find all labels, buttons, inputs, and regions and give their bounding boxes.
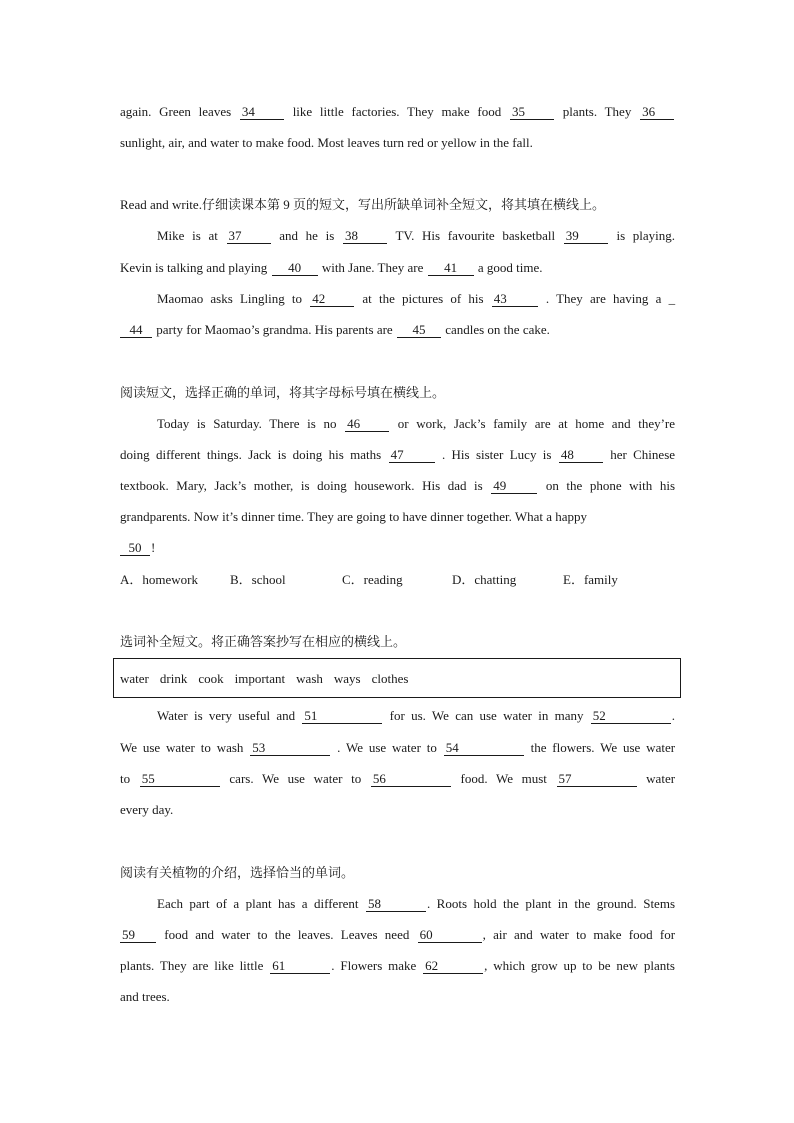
answer-blank-51[interactable]: 51 bbox=[302, 709, 382, 724]
text: the flowers. We use water bbox=[530, 740, 676, 755]
answer-blank-59[interactable]: 59 bbox=[120, 928, 156, 943]
text: , air and water to make food for bbox=[482, 927, 676, 942]
text: on the phone with his bbox=[545, 478, 676, 493]
text: doing different things. Jack is doing his maths bbox=[120, 447, 382, 462]
text: party for Maomao’s grandma. His parents are bbox=[156, 322, 393, 337]
answer-blank-57[interactable]: 57 bbox=[557, 772, 637, 787]
text: with Jane. They are bbox=[321, 260, 424, 275]
section-heading: 阅读有关植物的介绍，选择恰当的单词。 bbox=[120, 865, 355, 880]
answer-blank-36[interactable]: 36 bbox=[640, 105, 674, 120]
answer-blank-38[interactable]: 38 bbox=[343, 229, 387, 244]
section-heading: 阅读短文，选择正确的单词，将其字母标号填在横线上。 bbox=[120, 385, 446, 400]
text: We use water to wash bbox=[120, 740, 244, 755]
passage-line bbox=[157, 708, 675, 724]
word-bank-item: water bbox=[120, 671, 149, 686]
passage-line bbox=[120, 740, 675, 756]
text: again. Green leaves bbox=[120, 104, 232, 119]
text: to bbox=[120, 771, 131, 786]
text: water bbox=[646, 771, 676, 786]
passage-line bbox=[120, 104, 675, 120]
answer-blank-39[interactable]: 39 bbox=[564, 229, 608, 244]
answer-blank-43[interactable]: 43 bbox=[492, 292, 538, 307]
answer-blank-53[interactable]: 53 bbox=[250, 741, 330, 756]
answer-blank-60[interactable]: 60 bbox=[418, 928, 482, 943]
text: TV. His favourite basketball bbox=[395, 228, 556, 243]
text: _ bbox=[668, 291, 676, 306]
word-bank-item: ways bbox=[333, 671, 361, 686]
answer-blank-49[interactable]: 49 bbox=[491, 479, 537, 494]
text: Today is Saturday. There is no bbox=[157, 416, 337, 431]
answer-blank-52[interactable]: 52 bbox=[591, 709, 671, 724]
answer-blank-37[interactable]: 37 bbox=[227, 229, 271, 244]
text: Water is very useful and bbox=[157, 708, 296, 723]
text: food. We must bbox=[460, 771, 547, 786]
text: plants. They are like little bbox=[120, 958, 264, 973]
text: . They are having a bbox=[545, 291, 662, 306]
answer-blank-55[interactable]: 55 bbox=[140, 772, 220, 787]
answer-blank-62[interactable]: 62 bbox=[423, 959, 483, 974]
passage-line bbox=[120, 540, 675, 556]
passage-line: and trees. bbox=[120, 989, 170, 1004]
answer-blank-47[interactable]: 47 bbox=[389, 448, 435, 463]
passage-line bbox=[120, 260, 675, 276]
passage-line bbox=[157, 896, 675, 912]
word-bank-item: cook bbox=[198, 671, 224, 686]
option-c: C．reading bbox=[342, 572, 403, 587]
passage-line: grandparents. Now it’s dinner time. They are going to have dinner together. What a happy bbox=[120, 509, 588, 524]
passage-line bbox=[120, 478, 675, 494]
passage-line bbox=[120, 927, 675, 943]
answer-blank-50[interactable]: 50 bbox=[120, 541, 150, 556]
option-a: A．homework bbox=[120, 572, 198, 587]
text: Each part of a plant has a different bbox=[157, 896, 359, 911]
text: Maomao asks Lingling to bbox=[157, 291, 303, 306]
word-bank-box bbox=[113, 658, 681, 698]
text: or work, Jack’s family are at home and they’re bbox=[397, 416, 676, 431]
answer-blank-54[interactable]: 54 bbox=[444, 741, 524, 756]
answer-blank-45[interactable]: 45 bbox=[397, 323, 441, 338]
word-bank-item: clothes bbox=[371, 671, 409, 686]
answer-blank-48[interactable]: 48 bbox=[559, 448, 603, 463]
text: ! bbox=[151, 540, 156, 555]
option-b: B．school bbox=[230, 572, 286, 587]
passage-line: sunlight, air, and water to make food. Most leaves turn red or yellow in the fall. bbox=[120, 135, 533, 150]
section-heading: Read and write.仔细读课本第 9 页的短文，写出所缺单词补全短文，将其填在横线上。 bbox=[120, 197, 605, 212]
text: at the pictures of his bbox=[362, 291, 484, 306]
passage-line bbox=[120, 958, 675, 974]
text: . His sister Lucy is bbox=[441, 447, 552, 462]
answer-blank-34[interactable]: 34 bbox=[240, 105, 284, 120]
text: food and water to the leaves. Leaves need bbox=[164, 927, 410, 942]
text: , which grow up to be new plants bbox=[484, 958, 675, 973]
text: like little factories. They make food bbox=[292, 104, 502, 119]
passage-line bbox=[157, 416, 675, 432]
option-e: E．family bbox=[563, 572, 618, 587]
passage-line bbox=[120, 322, 675, 338]
answer-options bbox=[120, 572, 675, 588]
option-d: D．chatting bbox=[452, 572, 517, 587]
word-bank bbox=[120, 671, 419, 687]
word-bank-item: drink bbox=[159, 671, 188, 686]
answer-blank-35[interactable]: 35 bbox=[510, 105, 554, 120]
word-bank-item: wash bbox=[296, 671, 323, 686]
text: . bbox=[671, 708, 676, 723]
text: and he is bbox=[279, 228, 335, 243]
passage-line bbox=[157, 228, 675, 244]
passage-line: every day. bbox=[120, 802, 174, 817]
answer-blank-44[interactable]: 44 bbox=[120, 323, 152, 338]
text: plants. They bbox=[562, 104, 632, 119]
text: textbook. Mary, Jack’s mother, is doing housework. His dad is bbox=[120, 478, 483, 493]
text: a good time. bbox=[477, 260, 543, 275]
text: for us. We can use water in many bbox=[389, 708, 584, 723]
text: . Flowers make bbox=[331, 958, 417, 973]
answer-blank-40[interactable]: 40 bbox=[272, 261, 318, 276]
section-heading: 选词补全短文。将正确答案抄写在相应的横线上。 bbox=[120, 634, 407, 649]
answer-blank-42[interactable]: 42 bbox=[310, 292, 354, 307]
passage-line bbox=[120, 447, 675, 463]
text: is playing. bbox=[616, 228, 676, 243]
text: Kevin is talking and playing bbox=[120, 260, 268, 275]
text: . We use water to bbox=[337, 740, 437, 755]
answer-blank-61[interactable]: 61 bbox=[270, 959, 330, 974]
text: cars. We use water to bbox=[229, 771, 362, 786]
text: Mike is at bbox=[157, 228, 218, 243]
text: her Chinese bbox=[610, 447, 676, 462]
word-bank-item: important bbox=[234, 671, 286, 686]
answer-blank-46[interactable]: 46 bbox=[345, 417, 389, 432]
answer-blank-58[interactable]: 58 bbox=[366, 897, 426, 912]
answer-blank-56[interactable]: 56 bbox=[371, 772, 451, 787]
text: candles on the cake. bbox=[445, 322, 550, 337]
text: . Roots hold the plant in the ground. Stems bbox=[426, 896, 675, 911]
passage-line bbox=[120, 771, 675, 787]
passage-line bbox=[157, 291, 675, 307]
answer-blank-41[interactable]: 41 bbox=[428, 261, 474, 276]
